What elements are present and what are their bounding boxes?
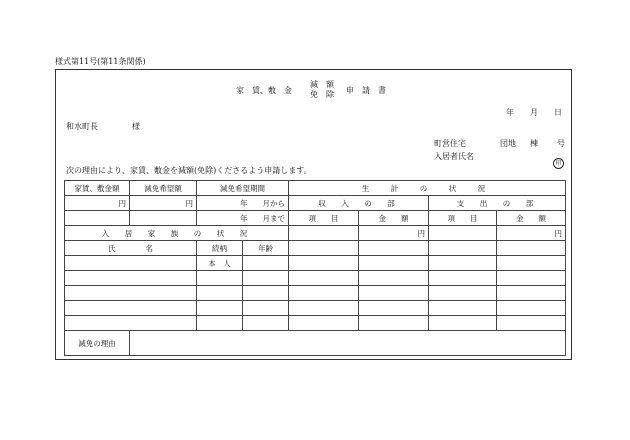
seal-mark — [553, 150, 564, 169]
title-reduction: 減 額 — [310, 80, 334, 89]
family-row — [65, 256, 566, 271]
expense-amount-cell[interactable]: 円 — [497, 226, 566, 241]
income-item-cell[interactable] — [289, 226, 359, 241]
amount-row — [65, 196, 566, 211]
reason-field[interactable] — [130, 331, 566, 356]
form-number: 様式第11号(第11条関係) — [55, 57, 146, 66]
address-label: 町営住宅 — [434, 139, 466, 148]
family-row — [65, 286, 566, 301]
col-age: 年齢 — [243, 241, 289, 256]
header-row — [65, 181, 566, 196]
expense-item-header: 項 目 — [429, 211, 497, 226]
expense-amount-header: 金 額 — [497, 211, 566, 226]
family-col-row — [65, 241, 566, 256]
col-rent: 家賃、敷金額 — [65, 181, 130, 196]
family-header-row — [65, 226, 566, 241]
estate-label: 団地 — [500, 139, 516, 148]
rent-yen[interactable]: 円 — [65, 196, 130, 211]
title-prefix: 家 賃、敷 金 — [236, 86, 292, 95]
desired-yen[interactable]: 円 — [130, 196, 197, 211]
desired-blank[interactable] — [130, 211, 197, 226]
addressee-name: 和水町長 — [66, 122, 98, 131]
period-to[interactable]: 年 月まで — [197, 211, 289, 226]
col-desired: 減免希望額 — [130, 181, 197, 196]
main-table-wrap — [64, 180, 566, 356]
addressee-honorific: 様 — [132, 122, 140, 131]
date-line: 年 月 日 — [506, 108, 562, 117]
life-header: 生 計 の 状 況 — [289, 181, 566, 196]
expense-header: 支 出 の 部 — [429, 196, 566, 211]
col-period: 減免希望期間 — [197, 181, 289, 196]
applicant-name-label: 入居者氏名 — [434, 152, 474, 161]
family-row — [65, 301, 566, 316]
unit-label: 号 — [557, 139, 565, 148]
reason-label: 減免の理由 — [65, 331, 130, 356]
income-item-header: 項 目 — [289, 211, 359, 226]
col-relation: 続柄 — [197, 241, 243, 256]
rent-blank[interactable] — [65, 211, 130, 226]
period-from[interactable]: 年 月から — [197, 196, 289, 211]
income-amount-cell[interactable]: 円 — [359, 226, 429, 241]
family-row — [65, 316, 566, 331]
expense-item-cell[interactable] — [429, 226, 497, 241]
building-label: 棟 — [530, 139, 538, 148]
reason-row — [65, 331, 566, 356]
intro-text: 次の理由により、家賃、敷金を減額(免除)くださるよう申請します。 — [66, 166, 312, 175]
family-header: 入 居 家 族 の 状 況 — [65, 226, 289, 241]
income-header: 収 入 の 部 — [289, 196, 429, 211]
title-exemption: 免 除 — [310, 90, 334, 99]
application-form — [55, 69, 572, 360]
self-relation: 本 人 — [197, 256, 243, 271]
main-table — [64, 180, 566, 356]
col-name: 氏 名 — [65, 241, 197, 256]
family-row — [65, 271, 566, 286]
income-amount-header: 金 額 — [359, 211, 429, 226]
title-suffix: 申 請 書 — [346, 86, 386, 95]
period-row — [65, 211, 566, 226]
seal-icon: 印 — [553, 158, 564, 169]
